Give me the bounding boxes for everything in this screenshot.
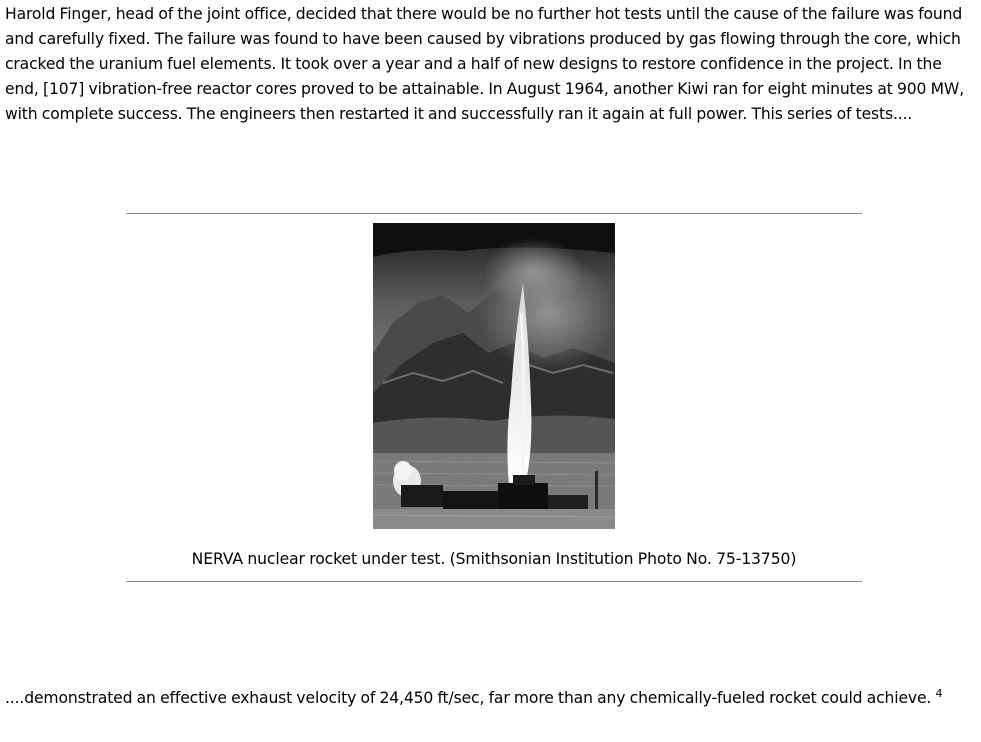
figure-top-divider — [126, 213, 862, 214]
paragraph-bottom — [5, 686, 970, 711]
figure-bottom-divider — [126, 581, 862, 582]
figure-caption: NERVA nuclear rocket under test. (Smithsonian Institution Photo No. 75-13750) — [191, 550, 797, 568]
paragraph-top: Harold Finger, head of the joint office, decided that there would be no further hot tests until the cause of the failure was found and carefully fixed. The failure was found to have been caused by vibrations produced by gas flowing through the core, which cracked the uranium fuel elements. It took over a year and a half of new designs to restore confidence in the project. In the end, [107] vibration-free reactor cores proved to be attainable. In August 1964, another Kiwi ran for eight minutes at 900 MW, with complete success. The engineers then restarted it and successfully ran it again at full power. This series of tests.... — [5, 5, 965, 123]
paragraph-bottom-text: ....demonstrated an effective exhaust velocity of 24,450 ft/sec, far more than any chemically-fueled rocket could achieve. — [5, 689, 932, 707]
footnote-reference[interactable]: 4 — [935, 687, 943, 700]
rocket-test-photo-icon — [373, 223, 615, 529]
